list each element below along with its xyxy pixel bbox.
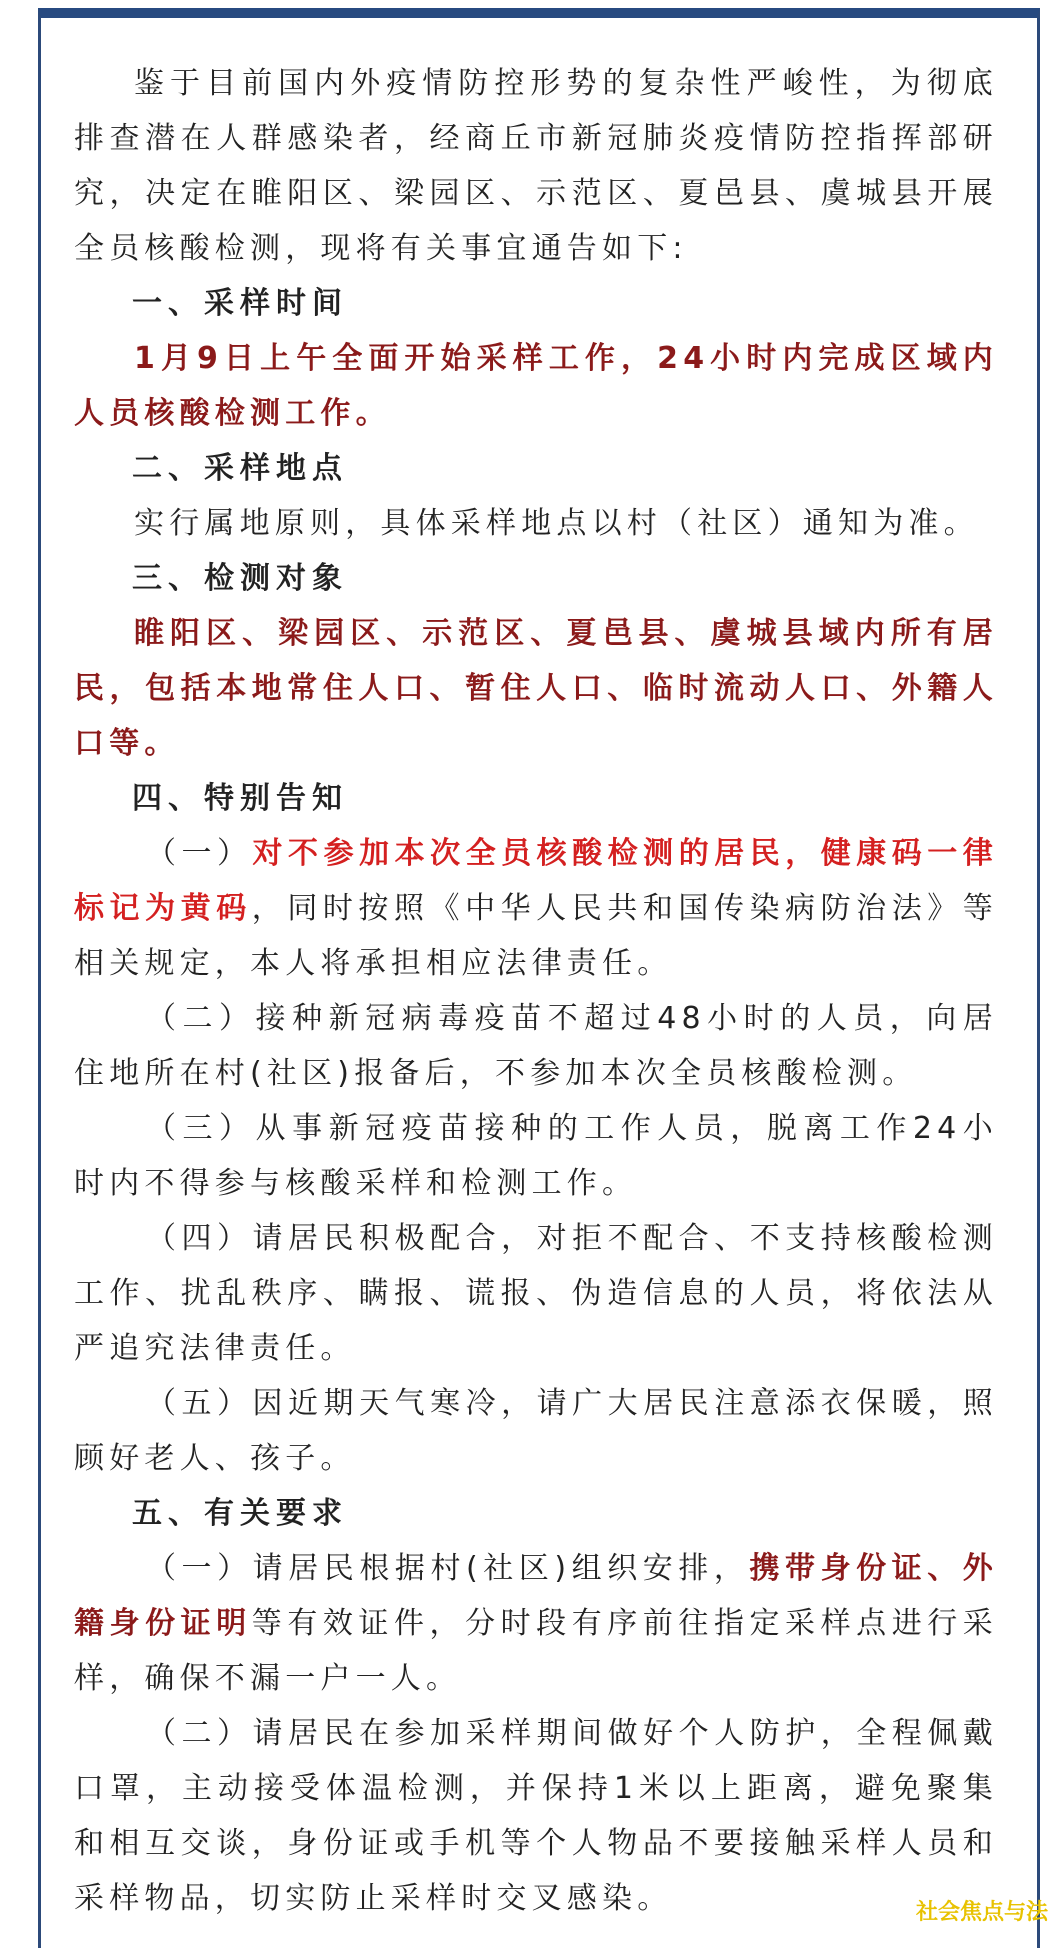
yellow-code-warning: 对不参加本次全员核酸检测的居民，健康码一律标记为黄码 xyxy=(74,836,998,926)
intro-paragraph: 鉴于目前国内外疫情防控形势的复杂性严峻性，为彻底排查潜在人群感染者，经商丘市新冠肺炎疫情防控指挥部研究，决定在睢阳区、梁园区、示范区、夏邑县、虞城县开展全员核酸检测，现将有关事宜通告如下: xyxy=(74,66,998,266)
watermark: 社会焦点与法 xyxy=(915,1899,1048,1925)
item-prefix: （一）请居民根据村(社区)组织安排， xyxy=(146,1551,750,1586)
special-notice-item-5: （五）因近期天气寒冷，请广大居民注意添衣保暖，照顾好老人、孩子。 xyxy=(74,1386,998,1476)
section-heading-sampling-time: 一、采样时间 xyxy=(132,286,348,321)
section-heading-special-notice: 四、特别告知 xyxy=(132,781,348,816)
notice-body xyxy=(74,56,998,1926)
section-heading-test-targets: 三、检测对象 xyxy=(132,561,348,596)
section-heading-sampling-location: 二、采样地点 xyxy=(132,451,348,486)
special-notice-item-3: （三）从事新冠疫苗接种的工作人员，脱离工作24小时内不得参与核酸采样和检测工作。 xyxy=(74,1111,998,1201)
sampling-time-text: 1月9日上午全面开始采样工作，24小时内完成区域内人员核酸检测工作。 xyxy=(74,341,998,431)
test-targets-text: 睢阳区、梁园区、示范区、夏邑县、虞城县域内所有居民，包括本地常住人口、暂住人口、临时流动人口、外籍人口等。 xyxy=(74,616,998,761)
requirements-item-1 xyxy=(74,1541,998,1706)
section-heading-requirements: 五、有关要求 xyxy=(132,1496,348,1531)
special-notice-item-2: （二）接种新冠病毒疫苗不超过48小时的人员，向居住地所在村(社区)报备后，不参加本次全员核酸检测。 xyxy=(74,1001,998,1091)
special-notice-item-4: （四）请居民积极配合，对拒不配合、不支持核酸检测工作、扰乱秩序、瞒报、谎报、伪造信息的人员，将依法从严追究法律责任。 xyxy=(74,1221,998,1366)
id-document-highlight: 携带身份证、外籍身份证明 xyxy=(74,1551,998,1641)
sampling-location-text: 实行属地原则，具体采样地点以村（社区）通知为准。 xyxy=(134,506,979,541)
special-notice-item-1 xyxy=(74,826,998,991)
item-prefix: （一） xyxy=(146,836,253,871)
item-rest: 等有效证件，分时段有序前往指定采样点进行采样，确保不漏一户一人。 xyxy=(74,1606,999,1696)
requirements-item-2: （二）请居民在参加采样期间做好个人防护，全程佩戴口罩，主动接受体温检测，并保持1米以上距离，避免聚集和相互交谈，身份证或手机等个人物品不要接触采样人员和采样物品，切实防止采样时交叉感染。 xyxy=(74,1716,998,1916)
item-rest: ，同时按照《中华人民共和国传染病防治法》等相关规定，本人将承担相应法律责任。 xyxy=(74,891,999,981)
